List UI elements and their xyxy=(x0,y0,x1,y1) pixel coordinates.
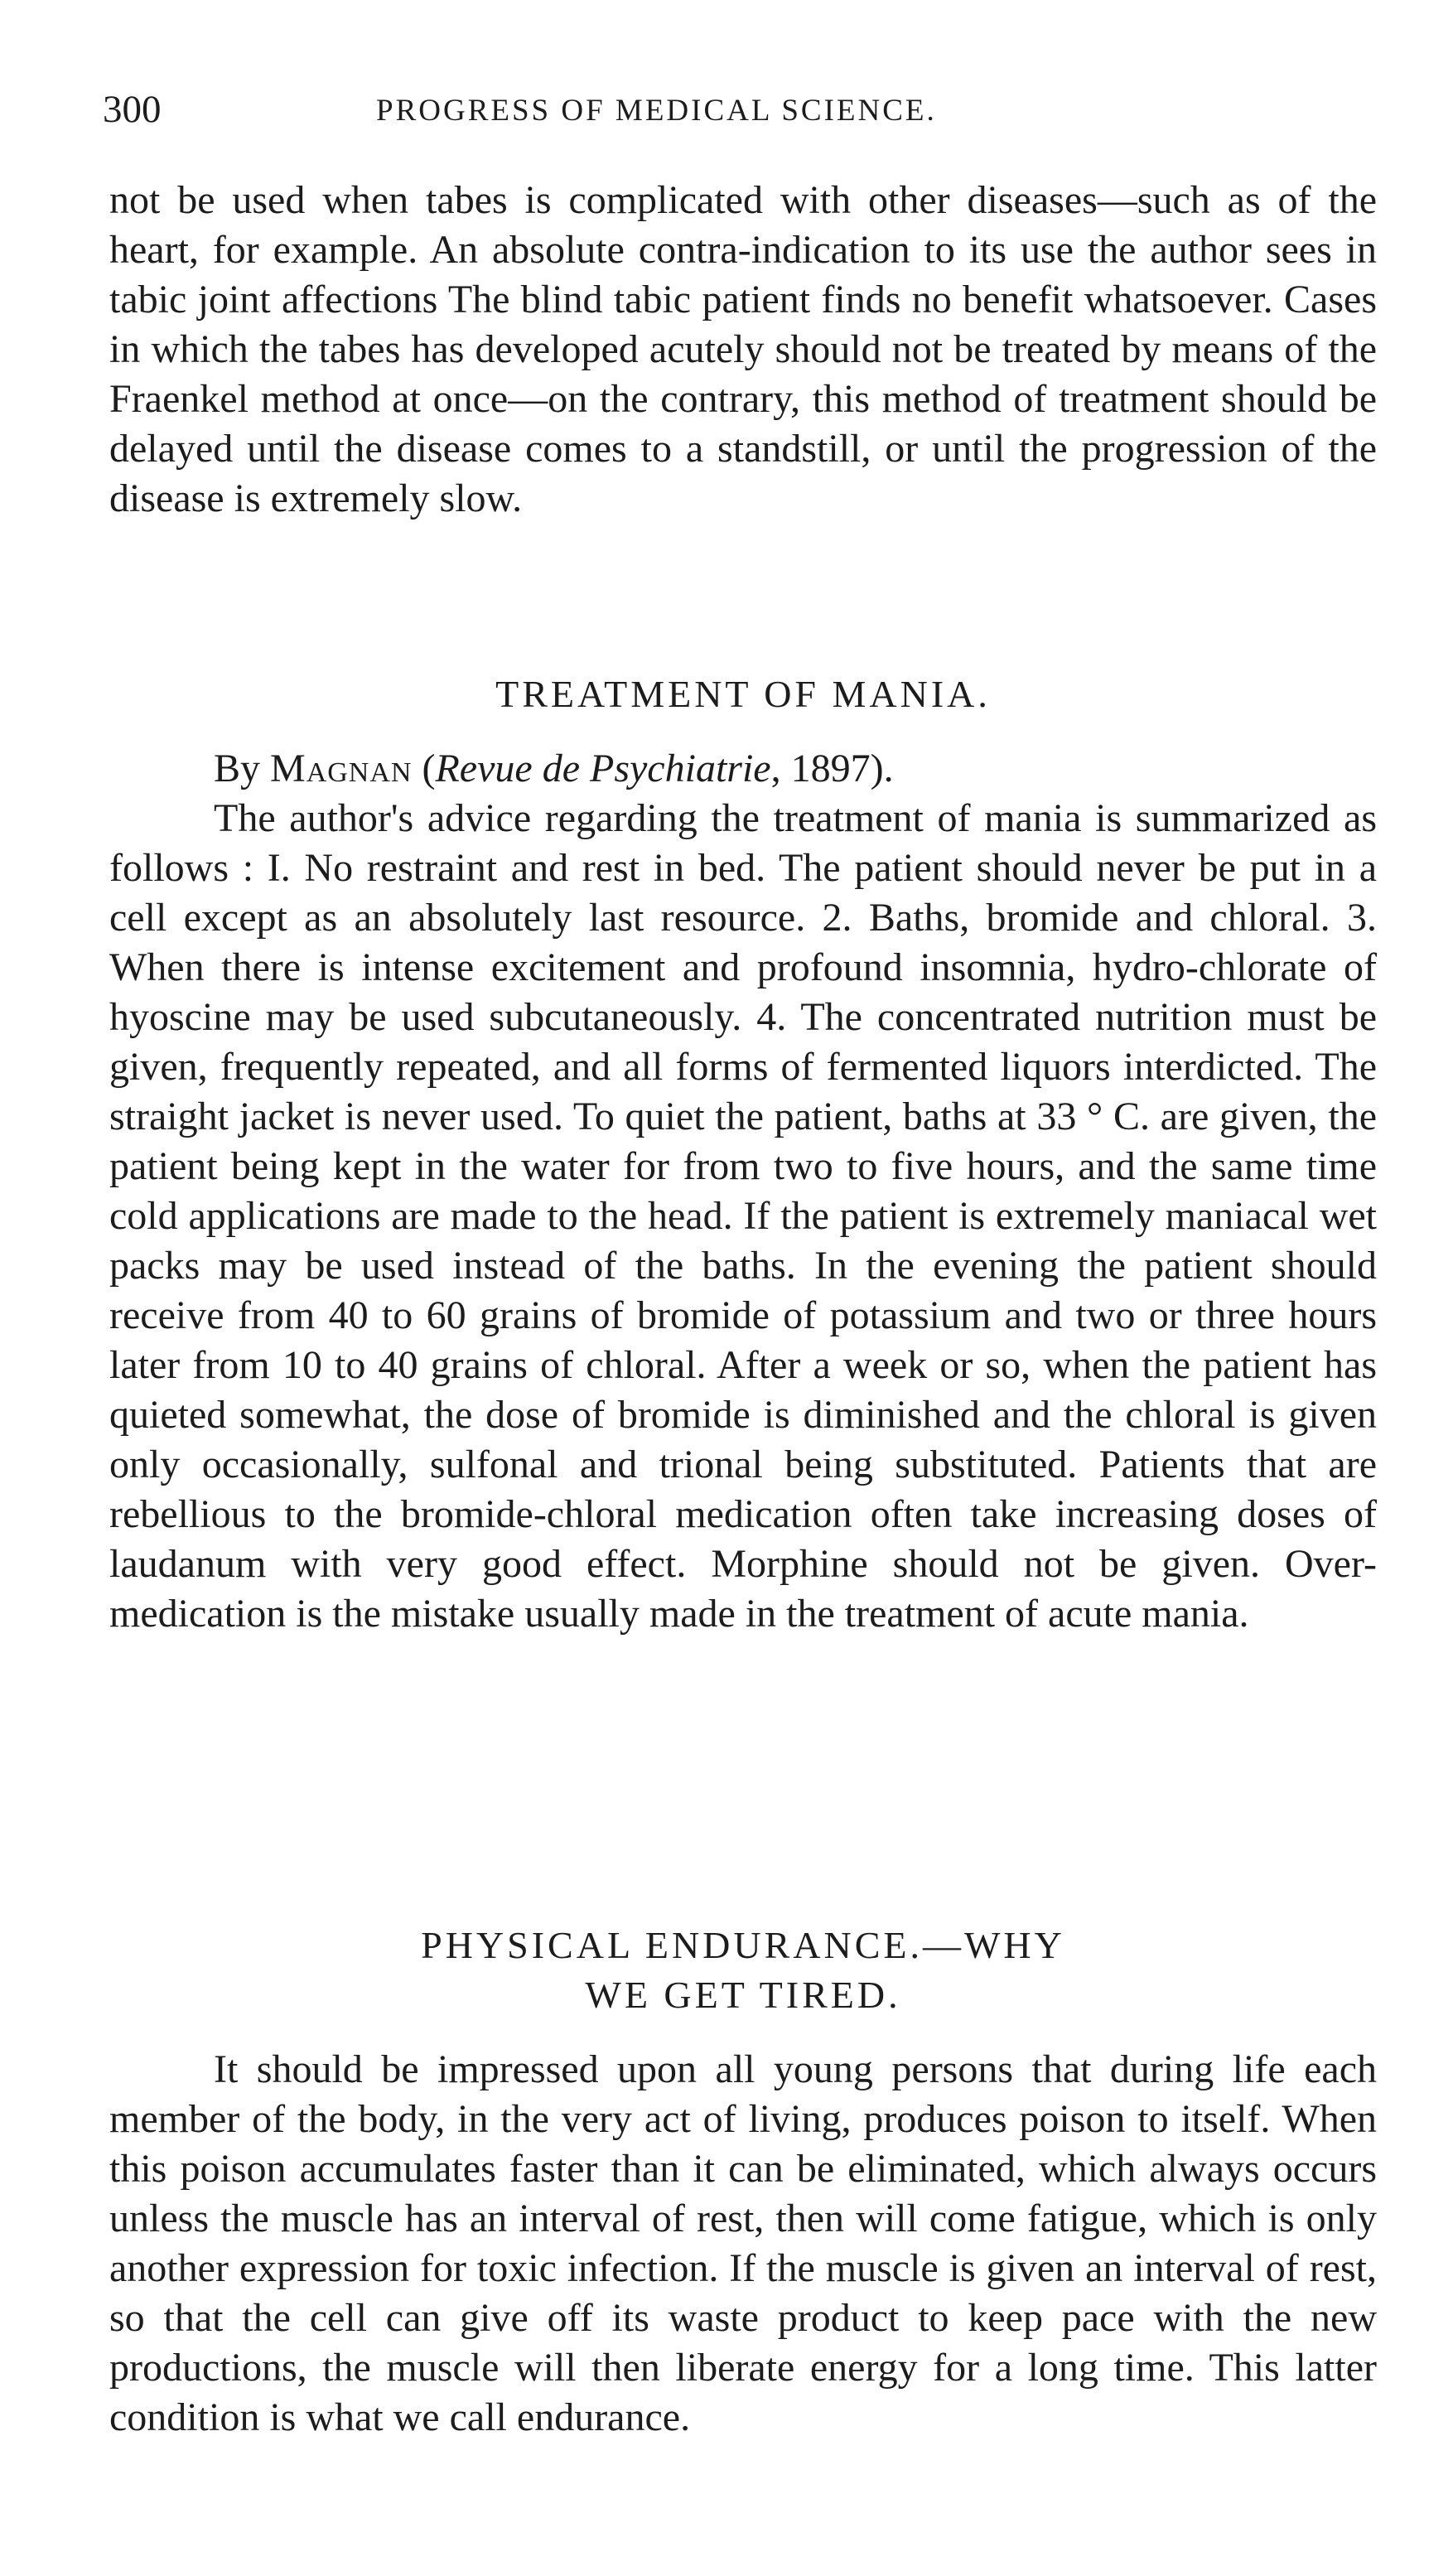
mania-byline xyxy=(214,744,1373,794)
byline-author: Magnan xyxy=(270,747,413,790)
running-head xyxy=(103,85,1378,134)
byline-prefix: By xyxy=(214,747,261,790)
running-title: PROGRESS OF MEDICAL SCIENCE. xyxy=(376,94,937,128)
section-heading-mania: TREATMENT OF MANIA. xyxy=(495,673,991,715)
page-number: 300 xyxy=(103,88,162,131)
byline-year: , 1897). xyxy=(770,747,894,790)
section-heading-endurance-line2: WE GET TIRED. xyxy=(585,1974,901,2016)
section-heading-endurance-line1: PHYSICAL ENDURANCE.—WHY xyxy=(421,1924,1065,1966)
byline-journal: Revue de Psychiatrie xyxy=(435,747,771,790)
mania-paragraph: The author's advice regarding the treatment of mania is summarized as follows : I. No restraint and rest in bed. The patient should never be put in a cell except as an absolutely last resource. 2. Baths, bromide and chloral. 3. When there is intense excitement and profound insomnia, hydro-chlorate of hyoscine may be used subcutaneously. 4. The concentrated nutrition must be given, frequently repeated, and all forms of fermented liquors interdicted. The straight jacket is never used. To quiet the patient, baths at 33 ° C. are given, the patient being kept in the water for from two to five hours, and the same time cold applications are made to the head. If the patient is extremely maniacal wet packs may be used instead of the baths. In the evening the patient should receive from 40 to 60 grains of bromide of potassium and two or three hours later from 10 to 40 grains of chloral. After a week or so, when the patient has quieted somewhat, the dose of bromide is diminished and the chloral is given only occasionally, sulfonal and trional being substituted. Patients that are rebellious to the bromide-chloral medication often take increasing doses of laudanum with very good effect. Morphine should not be given. Over-medication is the mistake usually made in the treatment of acute mania. xyxy=(109,796,1377,1636)
continuation-paragraph: not be used when tabes is complicated with other diseases—such as of the heart, for example. An absolute contra-indication to its use the author sees in tabic joint affections The blind tabic patient finds no benefit whatsoever. Cases in which the tabes has developed acutely should not be treated by means of the Fraenkel method at once—on the contrary, this method of treatment should be delayed until the disease comes to a standstill, or until the progression of the disease is extremely slow. xyxy=(109,178,1377,520)
endurance-paragraph: It should be impressed upon all young persons that during life each member of the body, in the very act of living, produces poison to itself. When this poison accumulates faster than it can be eliminated, which always occurs unless the muscle has an interval of rest, then will come fatigue, which is only another expression for toxic infection. If the muscle is given an interval of rest, so that the cell can give off its waste product to keep pace with the new productions, the muscle will then liberate energy for a long time. This latter condition is what we call endurance. xyxy=(109,2047,1377,2439)
byline-open-paren: ( xyxy=(422,747,436,790)
